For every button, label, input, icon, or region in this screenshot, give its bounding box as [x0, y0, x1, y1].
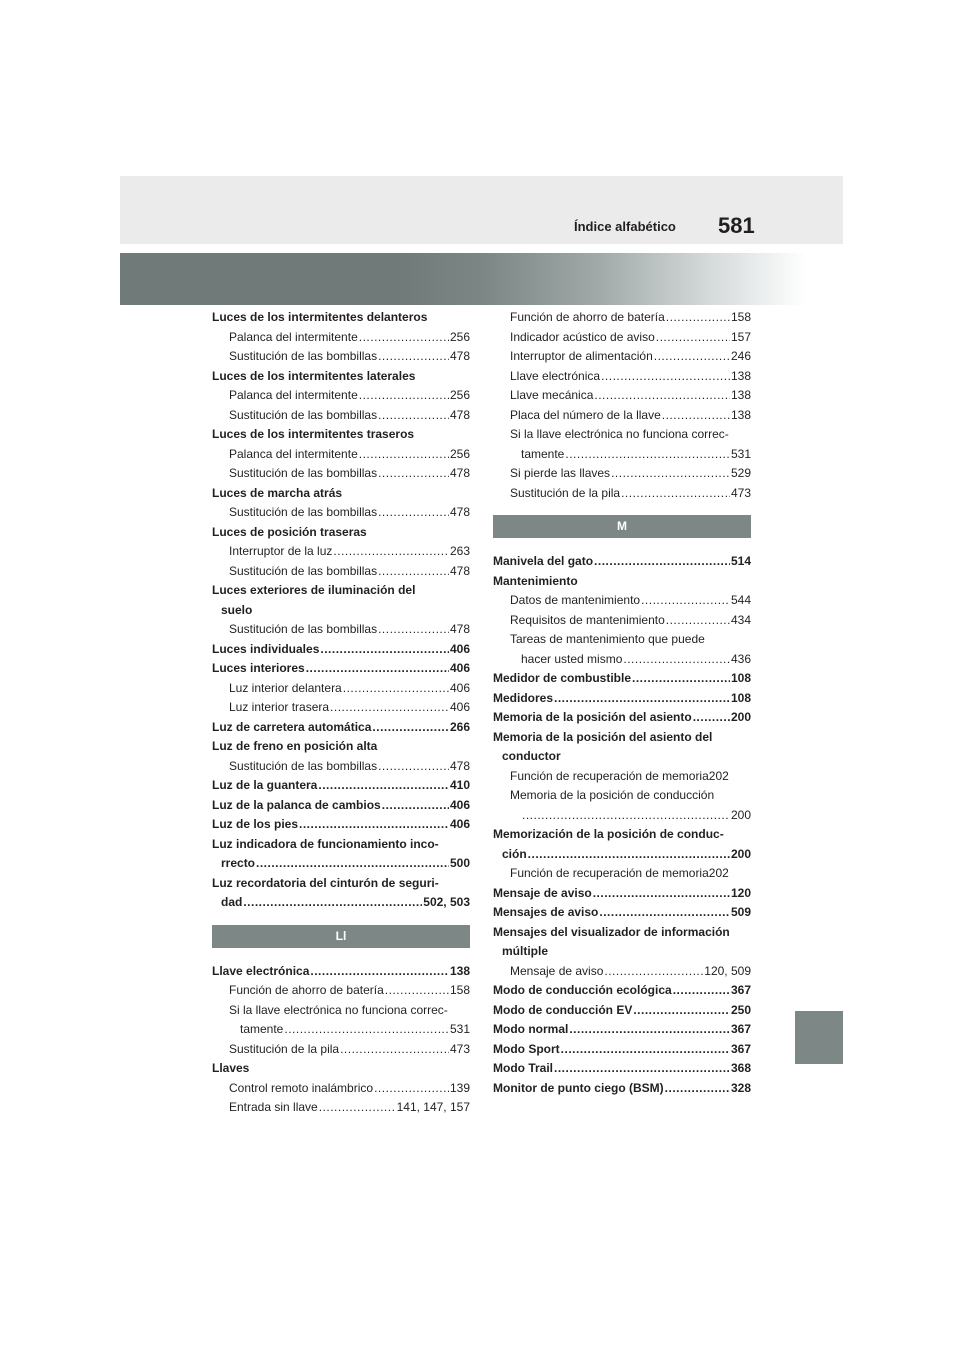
entry-label: Luz interior trasera	[229, 700, 330, 714]
dot-leader	[320, 640, 449, 660]
index-column-right	[493, 308, 751, 1098]
dot-leader	[594, 386, 730, 406]
index-subentry	[493, 406, 751, 426]
index-subentry	[212, 698, 470, 718]
index-subentry	[212, 445, 470, 465]
entry-label: Entrada sin llave	[229, 1100, 318, 1114]
thumb-index-tab	[795, 1011, 843, 1064]
entry-label: Modo de conducción EV	[493, 1002, 633, 1017]
entry-label: Monitor de punto ciego (BSM)	[493, 1080, 664, 1095]
index-entry	[212, 854, 470, 874]
index-entry	[493, 845, 751, 865]
index-subentry	[493, 786, 751, 806]
index-subentry	[493, 630, 751, 650]
index-subentry	[212, 562, 470, 582]
entry-label: Función de ahorro de batería	[510, 310, 665, 324]
entry-label: Mantenimiento	[493, 573, 578, 588]
entry-page-ref: 406	[449, 661, 470, 675]
entry-label: Luz interior delantera	[229, 680, 342, 695]
entry-label: Función de recuperación de memoria202	[510, 866, 729, 880]
entry-page-ref: 529	[730, 466, 751, 480]
dot-leader	[378, 406, 449, 426]
entry-label: Llave mecánica	[510, 388, 594, 402]
entry-label: tamente	[240, 1022, 284, 1036]
entry-label: Modo Trail	[493, 1061, 553, 1075]
dot-leader	[372, 718, 449, 738]
index-entry	[493, 689, 751, 709]
dot-leader	[318, 776, 449, 796]
entry-page-ref: 108	[730, 690, 751, 705]
entry-label: Medidores	[493, 690, 554, 705]
entry-label: Modo de conducción ecológica	[493, 983, 672, 997]
entry-page-ref: 502, 503	[423, 895, 470, 909]
index-subentry	[212, 620, 470, 640]
entry-label: Mensaje de aviso	[493, 885, 592, 900]
entry-label: Sustitución de las bombillas	[229, 349, 378, 363]
index-subentry	[493, 464, 751, 484]
index-subentry	[493, 347, 751, 367]
entry-label: Llave electrónica	[510, 368, 601, 383]
entry-label: Mensaje de aviso	[510, 963, 604, 978]
index-subentry	[493, 806, 751, 826]
dot-leader	[594, 552, 730, 572]
entry-label: Luz de la palanca de cambios	[212, 797, 381, 812]
dot-leader	[665, 1079, 730, 1099]
entry-page-ref: 478	[449, 758, 470, 773]
entry-label: Sustitución de las bombillas	[229, 563, 378, 578]
index-subentry	[493, 386, 751, 406]
dot-leader	[656, 328, 730, 348]
entry-page-ref: 263	[449, 544, 470, 558]
entry-label: Datos de mantenimiento	[510, 593, 641, 607]
index-entry	[212, 796, 470, 816]
dot-leader	[673, 981, 730, 1001]
entry-page-ref: 200	[730, 846, 751, 861]
entry-label: Luz de freno en posición alta	[212, 739, 378, 753]
index-entry	[493, 728, 751, 748]
index-subentry	[212, 981, 470, 1001]
entry-label: Memoria de la posición del asiento del	[493, 729, 713, 744]
entry-page-ref: 328	[730, 1080, 751, 1095]
dot-leader	[593, 884, 730, 904]
entry-page-ref: 367	[730, 1041, 751, 1056]
entry-page-ref: 367	[730, 983, 751, 997]
entry-page-ref: 478	[449, 505, 470, 519]
entry-page-ref: 157	[730, 329, 751, 344]
entry-label: Manivela del gato	[493, 554, 594, 568]
dot-leader	[343, 679, 449, 699]
entry-page-ref: 509	[730, 905, 751, 919]
dot-leader	[284, 1020, 449, 1040]
entry-label: Tareas de mantenimiento que puede	[510, 632, 705, 646]
entry-label: ción	[502, 846, 527, 861]
entry-page-ref: 200	[730, 807, 751, 822]
index-subentry	[493, 308, 751, 328]
index-entry	[493, 884, 751, 904]
index-entry	[212, 601, 470, 621]
entry-page-ref: 436	[730, 651, 751, 666]
index-entry	[212, 737, 470, 757]
entry-label: Sustitución de las bombillas	[229, 466, 378, 480]
index-subentry	[493, 367, 751, 387]
entry-label: Luces de los intermitentes delanteros	[212, 310, 428, 324]
entry-label: Función de recuperación de memoria202	[510, 768, 729, 783]
entry-label: Sustitución de la pila	[229, 1041, 340, 1056]
entry-page-ref: 473	[449, 1041, 470, 1056]
entry-label: conductor	[502, 749, 561, 763]
entry-page-ref: 478	[449, 622, 470, 636]
entry-label: Luces de los intermitentes traseros	[212, 427, 415, 441]
index-subentry	[493, 591, 751, 611]
entry-page-ref: 256	[449, 329, 470, 344]
index-entry	[212, 640, 470, 660]
dot-leader	[654, 347, 730, 367]
index-subentry	[212, 1040, 470, 1060]
entry-page-ref: 256	[449, 446, 470, 461]
entry-page-ref: 138	[449, 963, 470, 978]
dot-leader	[359, 328, 449, 348]
dot-leader	[522, 806, 730, 826]
entry-page-ref: 406	[449, 797, 470, 812]
index-subentry	[493, 484, 751, 504]
index-subentry	[212, 1079, 470, 1099]
entry-label: Luz de los pies	[212, 817, 299, 831]
entry-label: Medidor de combustible	[493, 671, 632, 685]
entry-label: Luz de la guantera	[212, 778, 318, 792]
dot-leader	[662, 406, 730, 426]
entry-label: rrecto	[221, 856, 256, 870]
entry-label: Luces interiores	[212, 661, 305, 675]
index-entry	[212, 367, 470, 387]
index-subentry	[212, 1001, 470, 1021]
dot-leader	[359, 445, 449, 465]
entry-page-ref: 138	[730, 407, 751, 422]
entry-page-ref: 367	[730, 1022, 751, 1036]
entry-page-ref: 200	[730, 710, 751, 724]
entry-page-ref: 158	[730, 310, 751, 324]
dot-leader	[378, 757, 449, 777]
dot-leader	[378, 347, 449, 367]
index-entry	[493, 708, 751, 728]
entry-page-ref: 406	[449, 641, 470, 656]
dot-leader	[604, 962, 703, 982]
section-letter-bar: M	[493, 515, 751, 538]
dot-leader	[299, 815, 449, 835]
entry-page-ref: 406	[449, 680, 470, 695]
index-subentry	[493, 328, 751, 348]
entry-label: Llaves	[212, 1061, 250, 1075]
index-entry	[212, 581, 470, 601]
page-number: 581	[718, 213, 755, 238]
index-subentry	[212, 503, 470, 523]
index-entry	[493, 1020, 751, 1040]
entry-label: hacer usted mismo	[521, 651, 623, 666]
entry-label: Sustitución de la pila	[510, 485, 621, 500]
entry-page-ref: 478	[449, 563, 470, 578]
entry-page-ref: 531	[449, 1022, 470, 1036]
index-subentry	[212, 464, 470, 484]
entry-label: Luz de carretera automática	[212, 719, 372, 734]
entry-label: suelo	[221, 602, 253, 617]
entry-label: Sustitución de las bombillas	[229, 505, 378, 519]
entry-page-ref: 120, 509	[704, 963, 751, 978]
index-subentry	[493, 445, 751, 465]
entry-label: Indicador acústico de aviso	[510, 329, 655, 344]
dot-leader	[306, 659, 449, 679]
entry-label: Luz recordatoria del cinturón de seguri-	[212, 875, 439, 890]
index-entry	[493, 1079, 751, 1099]
index-subentry	[212, 328, 470, 348]
index-entry	[212, 1059, 470, 1079]
index-subentry	[212, 757, 470, 777]
entry-label: Luces de los intermitentes laterales	[212, 368, 416, 383]
entry-page-ref: 514	[730, 554, 751, 568]
entry-label: Placa del número de la llave	[510, 407, 661, 422]
index-entry	[212, 523, 470, 543]
entry-label: tamente	[521, 446, 565, 461]
index-subentry	[493, 611, 751, 631]
entry-page-ref: 266	[449, 719, 470, 734]
index-entry	[493, 825, 751, 845]
index-entry	[212, 425, 470, 445]
dot-leader	[561, 1040, 730, 1060]
entry-page-ref: 256	[449, 388, 470, 402]
entry-label: Interruptor de alimentación	[510, 349, 653, 363]
index-subentry	[493, 425, 751, 445]
dot-leader	[256, 854, 449, 874]
index-column-left	[212, 308, 470, 1118]
entry-label: Mensajes del visualizador de información	[493, 924, 730, 939]
dot-leader	[378, 503, 449, 523]
index-entry	[493, 1059, 751, 1079]
index-entry	[212, 962, 470, 982]
entry-label: Luces individuales	[212, 641, 320, 656]
index-subentry	[493, 962, 751, 982]
entry-label: Si la llave electrónica no funciona correc-	[229, 1002, 448, 1017]
entry-label: Sustitución de las bombillas	[229, 758, 378, 773]
entry-label: Interruptor de la luz	[229, 544, 333, 558]
dot-leader	[378, 562, 449, 582]
entry-page-ref: 478	[449, 349, 470, 363]
entry-label: Sustitución de las bombillas	[229, 407, 378, 422]
entry-label: Modo Sport	[493, 1041, 560, 1056]
dot-leader	[633, 1001, 730, 1021]
entry-page-ref: 544	[730, 593, 751, 607]
index-entry	[212, 835, 470, 855]
entry-label: Llave electrónica	[212, 963, 310, 978]
dot-leader	[378, 464, 449, 484]
entry-page-ref: 434	[730, 612, 751, 627]
dot-leader	[554, 689, 730, 709]
index-entry	[212, 718, 470, 738]
entry-label: Modo normal	[493, 1022, 569, 1036]
index-entry	[212, 484, 470, 504]
dot-leader	[666, 308, 730, 328]
entry-label: Palanca del intermitente	[229, 446, 358, 461]
index-subentry	[212, 386, 470, 406]
dot-leader	[641, 591, 730, 611]
entry-page-ref: 246	[730, 349, 751, 363]
entry-page-ref: 141, 147, 157	[396, 1100, 470, 1114]
entry-label: dad	[221, 895, 243, 909]
index-entry	[493, 669, 751, 689]
entry-label: Luces exteriores de iluminación del	[212, 583, 416, 597]
dot-leader	[621, 484, 730, 504]
dot-leader	[378, 620, 449, 640]
index-entry	[493, 552, 751, 572]
index-entry	[493, 903, 751, 923]
index-entry	[493, 981, 751, 1001]
entry-label: Mensajes de aviso	[493, 905, 599, 919]
entry-label: Luces de posición traseras	[212, 524, 367, 539]
index-entry	[493, 1040, 751, 1060]
entry-label: Memorización de la posición de conduc-	[493, 827, 724, 841]
entry-label: Memoria de la posición del asiento	[493, 710, 692, 724]
entry-page-ref: 368	[730, 1061, 751, 1075]
index-subentry	[212, 542, 470, 562]
index-entry	[212, 659, 470, 679]
dot-leader	[310, 962, 449, 982]
index-entry	[493, 923, 751, 943]
entry-label: Palanca del intermitente	[229, 329, 358, 344]
dot-leader	[382, 796, 449, 816]
entry-label: Palanca del intermitente	[229, 388, 358, 402]
dot-leader	[599, 903, 730, 923]
section-letter-bar: Ll	[212, 925, 470, 948]
index-subentry	[212, 347, 470, 367]
header-gradient-bar	[120, 253, 843, 305]
entry-label: Luz indicadora de funcionamiento inco-	[212, 836, 439, 851]
dot-leader	[528, 845, 730, 865]
index-entry	[493, 1001, 751, 1021]
index-entry	[212, 874, 470, 894]
index-subentry	[493, 767, 751, 787]
entry-page-ref: 406	[449, 817, 470, 831]
dot-leader	[333, 542, 449, 562]
index-entry	[493, 572, 751, 592]
dot-leader	[385, 981, 449, 1001]
index-subentry	[212, 1098, 470, 1118]
entry-label: Luces de marcha atrás	[212, 485, 343, 500]
entry-page-ref: 473	[730, 485, 751, 500]
entry-label: Si pierde las llaves	[510, 466, 611, 480]
entry-page-ref: 120	[730, 885, 751, 900]
entry-label: Control remoto inalámbrico	[229, 1080, 374, 1095]
entry-label: Si la llave electrónica no funciona correc-	[510, 427, 729, 441]
index-subentry	[212, 406, 470, 426]
entry-page-ref: 406	[449, 700, 470, 714]
index-entry	[493, 747, 751, 767]
index-subentry	[212, 679, 470, 699]
entry-page-ref: 531	[730, 446, 751, 461]
entry-label: Requisitos de mantenimiento	[510, 612, 665, 627]
index-entry	[212, 815, 470, 835]
entry-page-ref: 108	[730, 671, 751, 685]
entry-page-ref: 478	[449, 407, 470, 422]
index-subentry	[493, 864, 751, 884]
entry-label: Función de ahorro de batería	[229, 983, 384, 997]
index-entry	[212, 893, 470, 913]
dot-leader	[693, 708, 730, 728]
dot-leader	[330, 698, 449, 718]
dot-leader	[374, 1079, 449, 1099]
dot-leader	[623, 650, 730, 670]
dot-leader	[340, 1040, 449, 1060]
dot-leader	[359, 386, 449, 406]
dot-leader	[666, 611, 730, 631]
entry-page-ref: 500	[449, 856, 470, 870]
section-title: Índice alfabético	[574, 219, 676, 234]
entry-page-ref: 250	[730, 1002, 751, 1017]
index-entry	[212, 776, 470, 796]
dot-leader	[601, 367, 730, 387]
dot-leader	[632, 669, 730, 689]
dot-leader	[565, 445, 730, 465]
entry-label: Memoria de la posición de conducción	[510, 788, 715, 802]
entry-page-ref: 139	[449, 1080, 470, 1095]
entry-label: múltiple	[502, 944, 549, 958]
entry-page-ref: 478	[449, 466, 470, 480]
dot-leader	[319, 1098, 396, 1118]
index-subentry	[493, 650, 751, 670]
index-entry	[493, 942, 751, 962]
dot-leader	[569, 1020, 730, 1040]
entry-page-ref: 138	[730, 368, 751, 383]
dot-leader	[243, 893, 422, 913]
entry-label: Sustitución de las bombillas	[229, 622, 378, 636]
entry-page-ref: 158	[449, 983, 470, 997]
entry-page-ref: 410	[449, 778, 470, 792]
index-entry	[212, 308, 470, 328]
dot-leader	[554, 1059, 730, 1079]
dot-leader	[611, 464, 730, 484]
index-subentry	[212, 1020, 470, 1040]
entry-page-ref: 138	[730, 388, 751, 402]
